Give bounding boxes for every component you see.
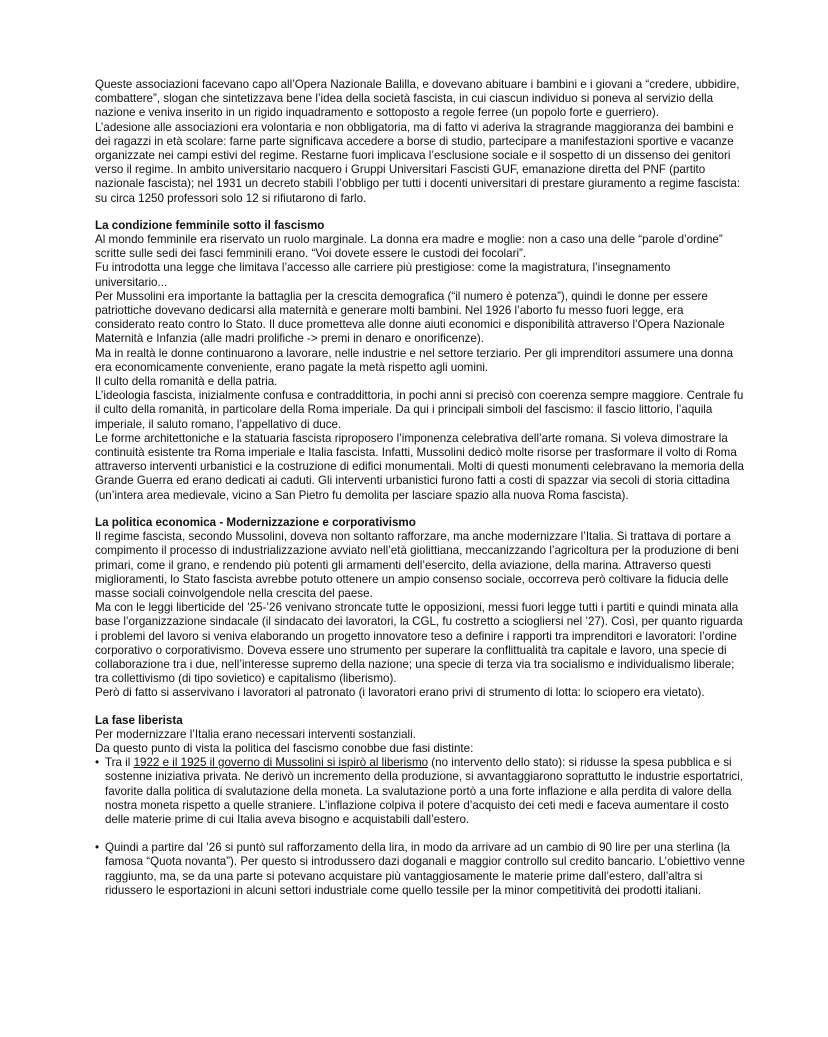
section-gap	[95, 503, 745, 516]
list-item	[95, 841, 745, 898]
section-gap	[95, 701, 745, 714]
section-heading-economy: La politica economica - Modernizzazione e corporativismo	[95, 515, 416, 529]
bullet-text: Quindi a partire dal ’26 si puntò sul rafforzamento della lira, in modo da arrivare ad un cambio di 90 lire per una sterlina (la famosa “Quota novanta”). Per questo si introdussero dazi doganali e maggior controllo sul credito bancario. L’obiettivo venne raggiunto, ma, se da una parte si potevano acquistare più vantaggiosamente le materie prime dall’estero, dall’altra si ridussero le esportazioni in alcuni settori industriale come quello tessile per la minor competitività dei prodotti italiani.	[105, 841, 745, 897]
bullet-text-pre: Tra il	[105, 756, 134, 770]
document-body	[95, 78, 745, 898]
liberal-paragraph-2: Da questo punto di vista la politica del fascismo conobbe due fasi distinte:	[95, 741, 474, 755]
economy-paragraph-3: Però di fatto si asservivano i lavoratori al patronato (i lavoratori erano privi di strumento di lotta: lo sciopero era vietato).	[95, 686, 705, 700]
romanita-paragraph-1: L’ideologia fascista, inizialmente confusa e contraddittoria, in pochi anni si precisò con coerenza sempre maggiore. Centrale fu il culto della romanità, in particolare della Roma imperiale. Da qui i principali simboli del fascismo: il fascio littorio, l’aquila imperiale, il saluto romano, l’appellativo di duce.	[95, 389, 744, 431]
romanita-paragraph-2: Le forme architettoniche e la statuaria fascista riproposero l’imponenza celebrativa dell’arte romana. Si voleva dimostrare la continuità esistente tra Roma imperiale e Italia fascista. Infatti, Mussolini dedicò molte risorse per trasformare il volto di Roma attraverso interventi urbanistici e la costruzione di edifici monumentali. Molti di questi monumenti celebravano la memoria della Grande Guerra ed erano dedicati ai caduti. Gli interventi urbanistici furono fatti a costi di spazzar via secoli di storia cittadina (un’intera area medievale, vicino a San Pietro fu demolita per lasciare spazio alla nuova Roma fascista).	[95, 431, 744, 502]
intro-paragraph-2: L’adesione alle associazioni era volontaria e non obbligatoria, ma di fatto vi aderiva la stragrande maggioranza dei bambini e dei ragazzi in età scolare: farne parte significava accedere a borse di studio, partecipare a manifestazioni sportive e vacanze organizzate nei campi estivi del regime. Restarne fuori implicava l’esclusione sociale e il sospetto di un dissenso dei genitori verso il regime. In ambito universitario nacquero i Gruppi Universitari Fascisti GUF, emanazione diretta del PNF (partito nazionale fascista); nel 1931 un decreto stabilì l’obbligo per tutti i docenti universitari di prestare giuramento a regime fascista: su circa 1250 professori solo 12 si rifiutarono di farlo.	[95, 120, 741, 205]
economy-paragraph-2: Ma con le leggi liberticide del ’25-’26 venivano stroncate tutte le opposizioni, messi fuori legge tutti i partiti e quindi minata alla base l’organizzazione sindacale (il sindacato dei lavoratori, la CGL, fu costretto a sciogliersi nel ’27). Così, per quanto riguarda i problemi del lavoro si veniva elaborando un progetto innovatore teso a definire i rapporti tra imprenditori e lavoratori: l’ordine corporativo o corporativismo. Doveva essere uno strumento per superare la conflittualità tra capitale e lavoro, una specie di collaborazione tra i due, nell’interesse supremo della nazione; una specie di terza via tra socialismo e individualismo liberale; tra collettivismo (di tipo sovietico) e capitalismo (liberismo).	[95, 601, 743, 686]
bullet-text-post: (no intervento dello stato): si ridusse la spesa pubblica e si sostenne iniziativa privata. Ne derivò un incremento della produzione, si avvantaggiarono soprattutto le industrie esportatrici, favorite dalla politica di svalutazione della moneta. La svalutazione portò a una forte inflazione e alla perdita di valore della nostra moneta rispetto a quelle straniere. L’inflazione colpiva il potere d’acquisto dei ceti medi e faceva aumentare il costo delle materie prime di cui Italia aveva bisogno e acquistabili dall’estero.	[105, 756, 744, 826]
women-paragraph-4: Ma in realtà le donne continuarono a lavorare, nelle industrie e nel settore terziario. Per gli imprenditori assumere una donna era economicamente conveniente, erano pagate la metà rispetto agli uomini.	[95, 346, 734, 374]
economy-paragraph-1: Il regime fascista, secondo Mussolini, doveva non soltanto rafforzare, ma anche modernizzare l’Italia. Si trattava di portare a compimento il processo di industrializzazione avviato nell’età giolittiana, meccanizzando l’agricoltura per la produzione di beni primari, come il grano, e rendendo più potenti gli armamenti dell’esercito, della aviazione, della marina. Attraverso questi miglioramenti, lo Stato fascista avrebbe potuto ottenere un ampio consenso sociale, occorreva però coltivare la fiducia delle masse sociali coinvolgendole nella crescita del paese.	[95, 530, 739, 600]
liberal-paragraph-1: Per modernizzare l’Italia erano necessari interventi sostanziali.	[95, 727, 416, 741]
underlined-phrase: 1922 e il 1925 il governo di Mussolini si ispirò al liberismo	[133, 756, 429, 770]
liberal-phases-list	[95, 756, 745, 898]
list-item	[95, 756, 745, 827]
romanita-subheading: Il culto della romanità e della patria.	[95, 375, 278, 389]
intro-paragraph-1: Queste associazioni facevano capo all’Opera Nazionale Balilla, e dovevano abituare i bambini e i giovani a “credere, ubbidire, combattere”, slogan che sintetizzava bene l’idea della società fascista, in cui ciascun individuo si poneva al servizio della nazione e veniva inserito in un rigido inquadramento e sottoposto a regole ferree (un popolo forte e guerriero).	[95, 78, 740, 120]
section-heading-liberal: La fase liberista	[95, 713, 183, 727]
women-paragraph-1: Al mondo femminile era riservato un ruolo marginale. La donna era madre e moglie: non a caso una delle “parole d’ordine” scritte sulle sedi dei fasci femminili erano. “Voi dovete essere le custodi dei focolari”.	[95, 233, 723, 261]
section-heading-women: La condizione femminile sotto il fascismo	[95, 218, 325, 232]
women-paragraph-2: Fu introdotta una legge che limitava l’accesso alle carriere più prestigiose: come la magistratura, l’insegnamento universitario...	[95, 261, 671, 289]
section-gap	[95, 206, 745, 219]
women-paragraph-3: Per Mussolini era importante la battaglia per la crescita demografica (“il numero è potenza”), quindi le donne per essere patriottiche dovevano dedicarsi alla maternità e generare molti bambini. Nel 1926 l’aborto fu messo fuori legge, era considerato reato contro lo Stato. Il duce prometteva alle donne aiuti economici e disponibilità attraverso l’Opera Nazionale Maternità e Infanzia (alle madri prolifiche -> premi in denaro e onorificenze).	[95, 289, 725, 346]
